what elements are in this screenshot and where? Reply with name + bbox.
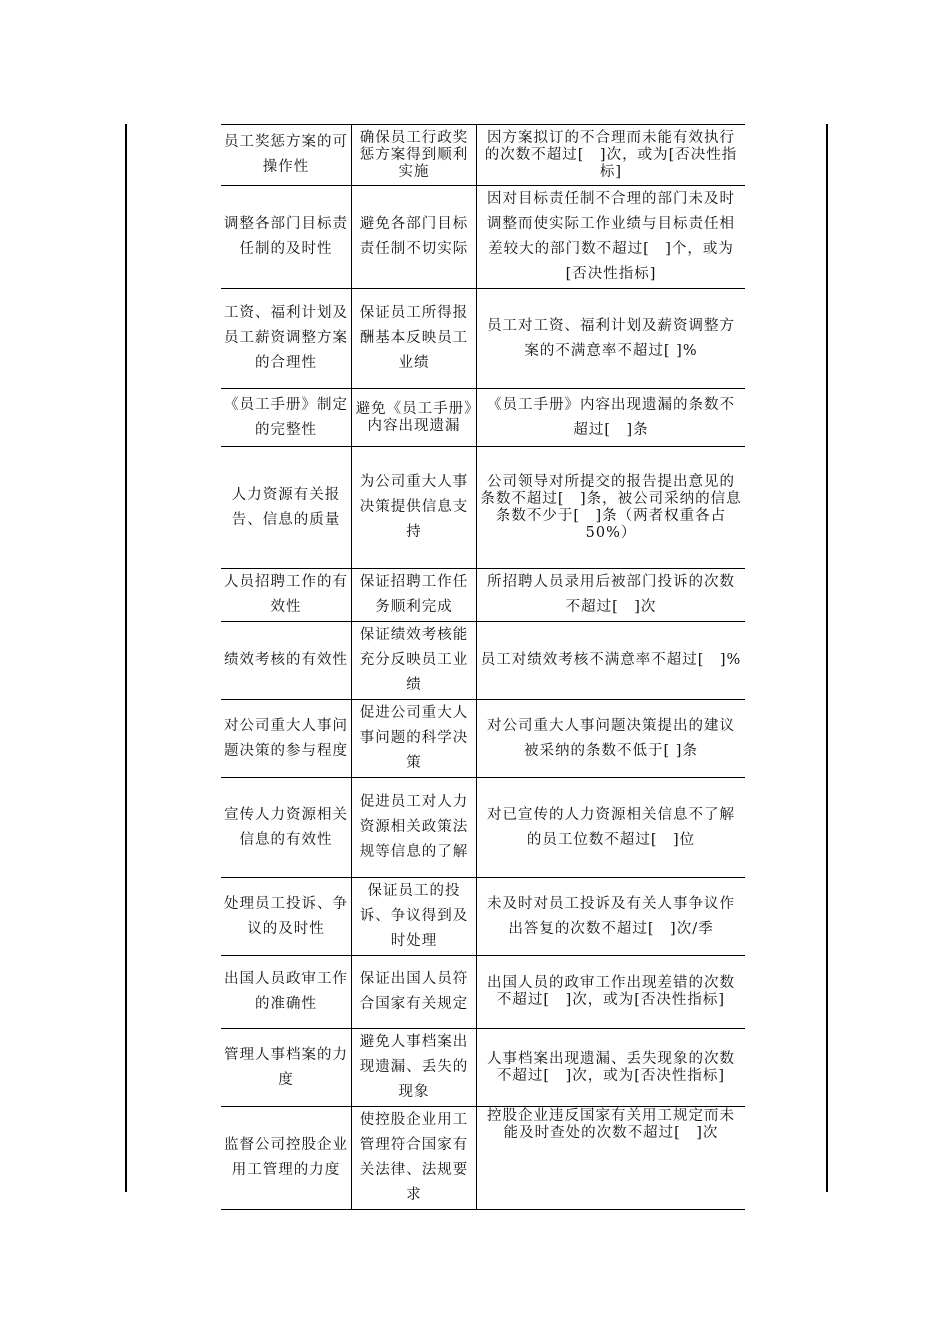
table-row — [221, 1107, 745, 1210]
purpose-cell: 保证员工的投诉、争议得到及时处理 — [352, 878, 477, 956]
page-border-left — [125, 124, 127, 1192]
purpose-cell: 为公司重大人事决策提供信息支持 — [352, 447, 477, 569]
table-row — [221, 569, 745, 622]
table-row — [221, 956, 745, 1029]
indicator-cell: 对已宣传的人力资源相关信息不了解的员工位数不超过[ ]位 — [477, 778, 746, 878]
purpose-cell: 避免《员工手册》内容出现遗漏 — [352, 389, 477, 447]
purpose-cell: 避免各部门目标责任制不切实际 — [352, 186, 477, 289]
item-cell: 工资、福利计划及员工薪资调整方案的合理性 — [221, 289, 352, 389]
table-row — [221, 700, 745, 778]
table-row — [221, 186, 745, 289]
purpose-cell: 保证员工所得报酬基本反映员工业绩 — [352, 289, 477, 389]
purpose-cell: 促进员工对人力资源相关政策法规等信息的了解 — [352, 778, 477, 878]
purpose-cell: 使控股企业用工管理符合国家有关法律、法规要求 — [352, 1107, 477, 1210]
indicator-cell: 人事档案出现遗漏、丢失现象的次数不超过[ ]次，或为[否决性指标] — [477, 1029, 746, 1107]
item-cell: 出国人员政审工作的准确性 — [221, 956, 352, 1029]
indicator-cell: 因对目标责任制不合理的部门未及时调整而使实际工作业绩与目标责任相差较大的部门数不超过[ ]个，或为[否决性指标] — [477, 186, 746, 289]
purpose-cell: 确保员工行政奖惩方案得到顺利实施 — [352, 125, 477, 186]
item-cell: 调整各部门目标责任制的及时性 — [221, 186, 352, 289]
indicator-cell: 员工对工资、福利计划及薪资调整方案的不满意率不超过[ ]% — [477, 289, 746, 389]
item-cell: 处理员工投诉、争议的及时性 — [221, 878, 352, 956]
indicator-cell: 《员工手册》内容出现遗漏的条数不超过[ ]条 — [477, 389, 746, 447]
indicator-cell: 员工对绩效考核不满意率不超过[ ]% — [477, 622, 746, 700]
table-row — [221, 622, 745, 700]
item-cell: 员工奖惩方案的可操作性 — [221, 125, 352, 186]
item-cell: 对公司重大人事问题决策的参与程度 — [221, 700, 352, 778]
purpose-cell: 保证绩效考核能充分反映员工业绩 — [352, 622, 477, 700]
item-cell: 管理人事档案的力度 — [221, 1029, 352, 1107]
table-row — [221, 1029, 745, 1107]
indicator-cell: 因方案拟订的不合理而未能有效执行的次数不超过[ ]次，或为[否决性指标] — [477, 125, 746, 186]
indicator-cell: 公司领导对所提交的报告提出意见的条数不超过[ ]条，被公司采纳的信息条数不少于[ ]条（两者权重各占50%） — [477, 447, 746, 569]
indicator-cell: 所招聘人员录用后被部门投诉的次数不超过[ ]次 — [477, 569, 746, 622]
kpi-table — [221, 124, 745, 1210]
item-cell: 人力资源有关报告、信息的质量 — [221, 447, 352, 569]
table-row — [221, 289, 745, 389]
page-border-right — [826, 124, 828, 1192]
item-cell: 宣传人力资源相关信息的有效性 — [221, 778, 352, 878]
table-row — [221, 125, 745, 186]
table-row — [221, 389, 745, 447]
purpose-cell: 促进公司重大人事问题的科学决策 — [352, 700, 477, 778]
indicator-cell: 出国人员的政审工作出现差错的次数不超过[ ]次，或为[否决性指标] — [477, 956, 746, 1029]
purpose-cell: 保证招聘工作任务顺利完成 — [352, 569, 477, 622]
indicator-cell: 未及时对员工投诉及有关人事争议作出答复的次数不超过[ ]次/季 — [477, 878, 746, 956]
item-cell: 《员工手册》制定的完整性 — [221, 389, 352, 447]
item-cell: 绩效考核的有效性 — [221, 622, 352, 700]
indicator-cell: 控股企业违反国家有关用工规定而未能及时查处的次数不超过[ ]次 — [477, 1107, 746, 1210]
purpose-cell: 避免人事档案出现遗漏、丢失的现象 — [352, 1029, 477, 1107]
indicator-cell: 对公司重大人事问题决策提出的建议被采纳的条数不低于[ ]条 — [477, 700, 746, 778]
purpose-cell: 保证出国人员符合国家有关规定 — [352, 956, 477, 1029]
table-row — [221, 778, 745, 878]
table-row — [221, 878, 745, 956]
table-row — [221, 447, 745, 569]
item-cell: 监督公司控股企业用工管理的力度 — [221, 1107, 352, 1210]
item-cell: 人员招聘工作的有效性 — [221, 569, 352, 622]
